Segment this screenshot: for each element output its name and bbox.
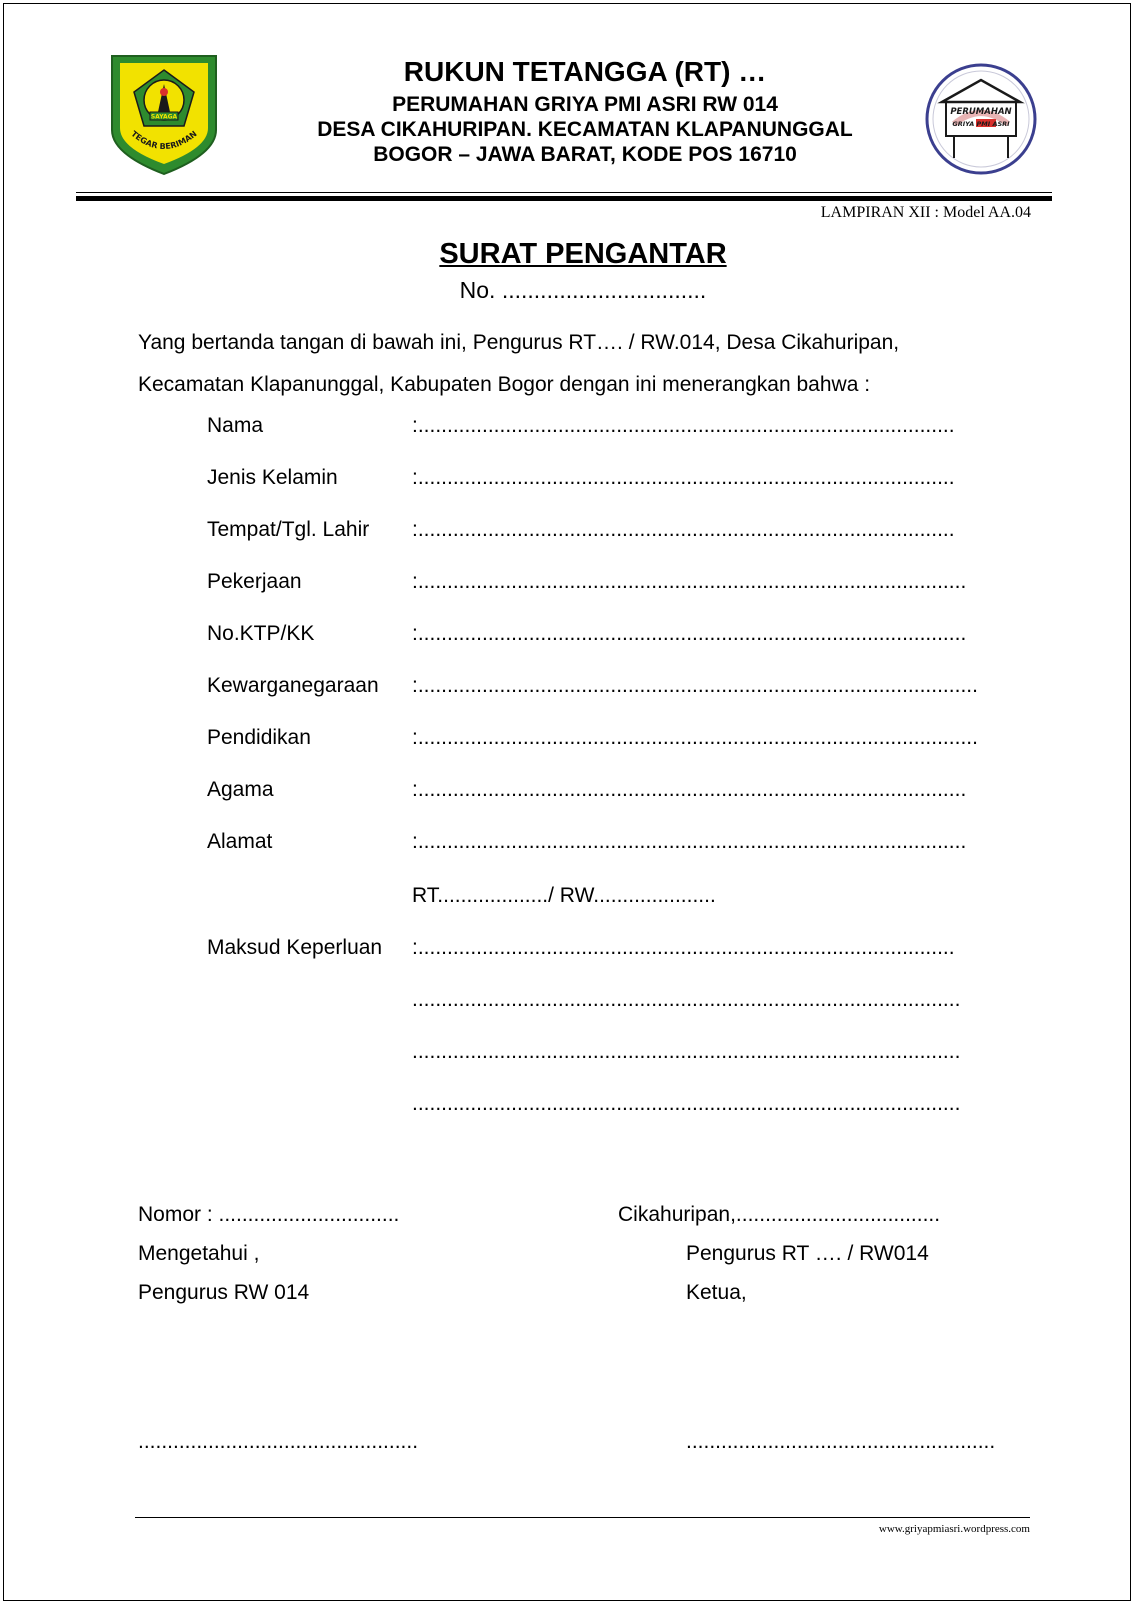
pengurus-rw-label: Pengurus RW 014 [138, 1281, 310, 1304]
header-divider-thin [76, 192, 1052, 193]
header-line-1: RUKUN TETANGGA (RT) … [403, 56, 767, 87]
field-line-pendidikan[interactable]: :................................................................................................ [412, 726, 978, 749]
field-line-jenis-kelamin[interactable]: :............................................................................................ [412, 466, 955, 489]
field-line-alamat[interactable]: :.............................................................................................. [412, 830, 967, 853]
field-line-agama[interactable]: :.............................................................................................. [412, 778, 967, 801]
signature-line-rw: ................................................ [138, 1430, 419, 1453]
purpose-line-2[interactable]: .............................................................................................. [412, 988, 961, 1011]
mengetahui-label: Mengetahui , [138, 1242, 260, 1265]
field-label-alamat: Alamat [207, 830, 273, 853]
field-label-tempat-tgl-lahir: Tempat/Tgl. Lahir [207, 518, 370, 541]
footer-url: www.griyapmiasri.wordpress.com [878, 1523, 1030, 1535]
field-label-no-ktp-kk: No.KTP/KK [207, 622, 315, 645]
svg-text:SAYAGA: SAYAGA [150, 113, 178, 121]
signature-line-rt: ..................................................... [686, 1430, 996, 1453]
svg-text:TEGAR BERIMAN: TEGAR BERIMAN [129, 129, 199, 152]
pengurus-rt-label: Pengurus RT …. / RW014 [686, 1242, 929, 1265]
document-number: No. ................................ [459, 277, 707, 303]
field-label-jenis-kelamin: Jenis Kelamin [207, 466, 338, 489]
field-label-pendidikan: Pendidikan [207, 726, 311, 749]
header-line-3: DESA CIKAHURIPAN. KECAMATAN KLAPANUNGGAL [317, 118, 853, 141]
purpose-line-4[interactable]: .............................................................................................. [412, 1092, 961, 1115]
purpose-line-1[interactable]: :............................................................................................ [412, 936, 955, 959]
field-line-kewarganegaraan[interactable]: :................................................................................................ [412, 674, 978, 697]
nomor-line: Nomor : ............................... [138, 1203, 400, 1226]
field-label-maksud-keperluan: Maksud Keperluan [207, 936, 383, 959]
field-label-kewarganegaraan: Kewarganegaraan [207, 674, 379, 697]
header-divider-thick [76, 196, 1052, 201]
svg-text:GRIYA PMI ASRI: GRIYA PMI ASRI [952, 120, 1010, 128]
purpose-line-3[interactable]: .............................................................................................. [412, 1040, 961, 1063]
footer-divider [135, 1517, 1030, 1518]
field-line-nama[interactable]: :............................................................................................ [412, 414, 955, 437]
header-line-2: PERUMAHAN GRIYA PMI ASRI RW 014 [392, 93, 778, 116]
ketua-label: Ketua, [686, 1281, 747, 1304]
field-line-pekerjaan[interactable]: :.............................................................................................. [412, 570, 967, 593]
field-line-no-ktp-kk[interactable]: :.............................................................................................. [412, 622, 967, 645]
lampiran-label: LAMPIRAN XII : Model AA.04 [820, 204, 1031, 221]
field-label-nama: Nama [207, 414, 264, 437]
place-date-line: Cikahuripan,................................... [618, 1203, 941, 1226]
intro-line-1: Yang bertanda tangan di bawah ini, Pengurus RT…. / RW.014, Desa Cikahuripan, [138, 331, 900, 354]
document-title: SURAT PENGANTAR [439, 238, 727, 270]
svg-text:PERUMAHAN: PERUMAHAN [950, 107, 1012, 117]
field-line-rt-rw[interactable]: RT.................../ RW..................... [412, 884, 716, 907]
field-line-tempat-tgl-lahir[interactable]: :............................................................................................ [412, 518, 955, 541]
field-label-agama: Agama [207, 778, 274, 801]
perumahan-griya-pmi-asri-logo-icon [924, 62, 1038, 176]
intro-line-2: Kecamatan Klapanunggal, Kabupaten Bogor dengan ini menerangkan bahwa : [138, 373, 871, 396]
field-label-pekerjaan: Pekerjaan [207, 570, 302, 593]
header-line-4: BOGOR – JAWA BARAT, KODE POS 16710 [373, 143, 797, 166]
